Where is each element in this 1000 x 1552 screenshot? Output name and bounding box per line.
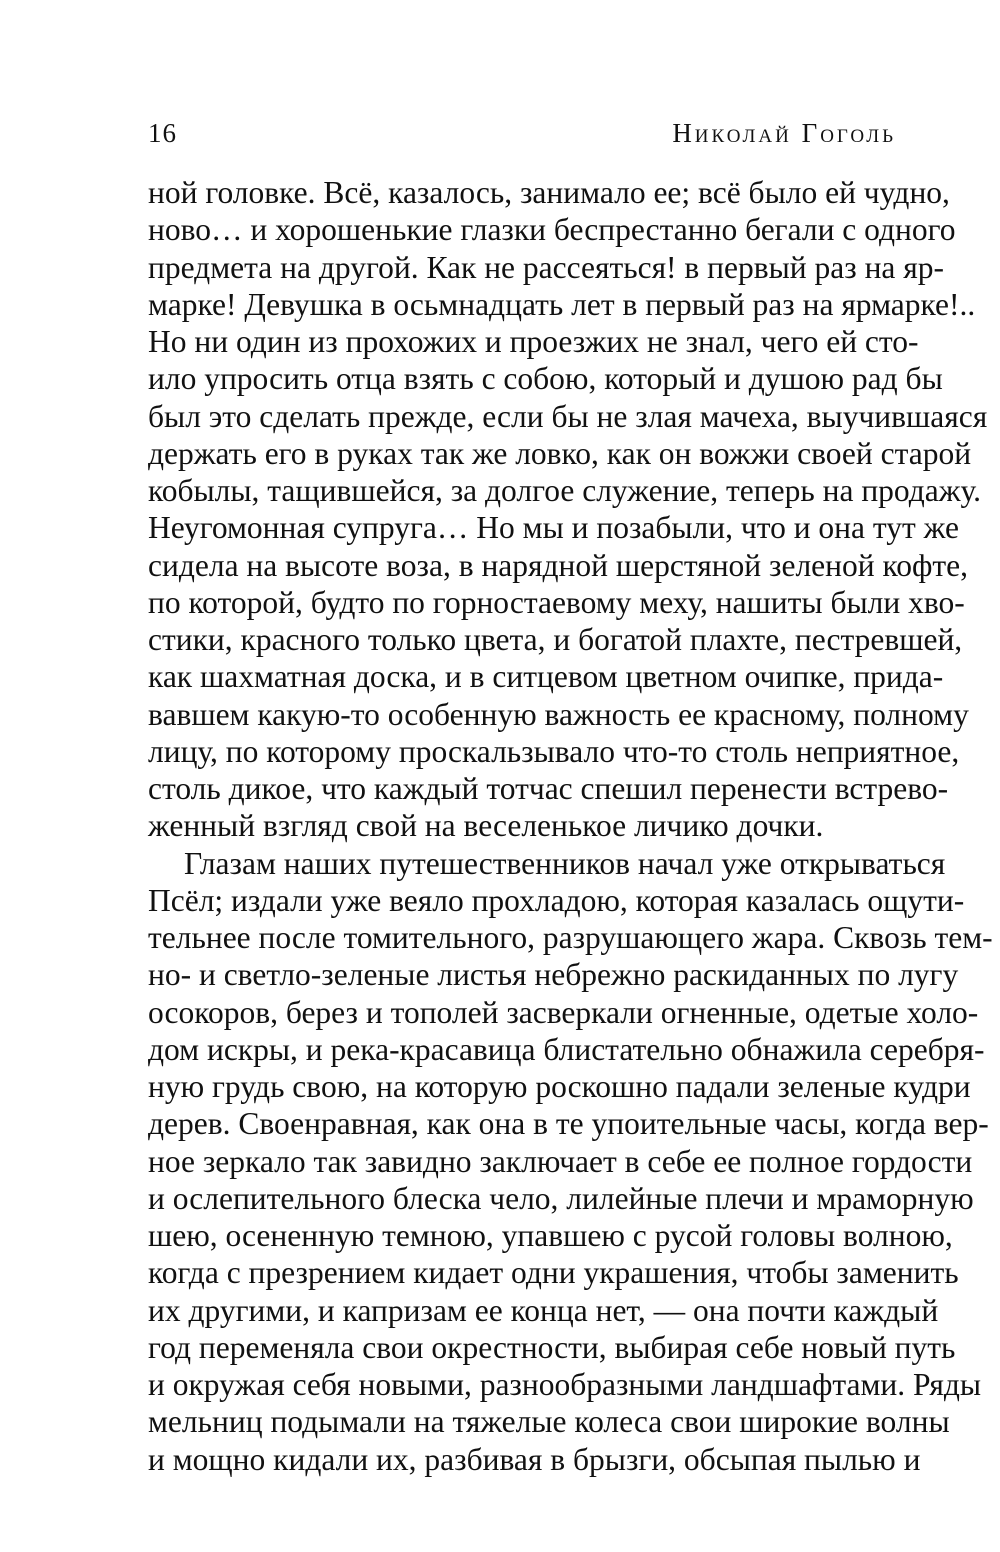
text-line: по которой, будто по горностаевому меху, нашиты были хво- (148, 584, 965, 620)
paragraph (148, 845, 993, 1478)
text-line: был это сделать прежде, если бы не злая мачеха, выучившаяся (148, 398, 988, 434)
text-line: но- и светло-зеленые листья небрежно раскиданных по лугу (148, 957, 959, 993)
text-line: Но ни один из прохожих и проезжих не знал, чего ей сто- (148, 324, 919, 359)
text-line: Неугомонная супруга… Но мы и позабыли, что и она тут же (148, 510, 959, 546)
text-line: тельнее после томительного, разрушающего жара. Сквозь тем- (148, 920, 993, 955)
text-line: столь дикое, что каждый тотчас спешил перенести встрево- (148, 771, 949, 806)
text-line: кобылы, тащившейся, за долгое служение, теперь на продажу. (148, 473, 982, 508)
text-line: стики, красного только цвета, и богатой плахте, пестревшей, (148, 622, 963, 657)
running-head: Николай Гоголь (672, 118, 896, 148)
text-line: вавшем какую-то особенную важность ее красному, полному (148, 696, 969, 732)
text-line: лицу, по которому проскальзывало что-то столь неприятное, (148, 733, 960, 769)
body-text (148, 174, 993, 1478)
text-line: и ослепительного блеска чело, лилейные плечи и мраморную (148, 1180, 974, 1216)
text-line: держать его в руках так же ловко, как он вожжи своей старой (148, 435, 972, 471)
text-line: шею, осененную темною, упавшею с русой головы волною, (148, 1218, 953, 1253)
text-line: ное зеркало так завидно заключает в себе ее полное гордости (148, 1143, 973, 1179)
text-line: дерев. Своенравная, как она в те упоительные часы, когда вер- (148, 1106, 989, 1142)
text-line: дом искры, и река-красавица блистательно обнажила серебря- (148, 1031, 985, 1067)
text-line: год переменяла свои окрестности, выбирая себе новый путь (148, 1329, 956, 1365)
text-line: сидела на высоте воза, в нарядной шерстяной зеленой кофте, (148, 547, 968, 583)
text-line: ную грудь свою, на которую роскошно падали зеленые кудри (148, 1069, 971, 1104)
text-line: как шахматная доска, и в ситцевом цветном очипке, прида- (148, 659, 944, 695)
text-line: Глазам наших путешественников начал уже открываться (184, 845, 946, 881)
text-line: предмета на другой. Как не рассеяться! в первый раз на яр- (148, 249, 945, 285)
text-line: когда с презрением кидает одни украшения, чтобы заменить (148, 1255, 959, 1291)
text-line: и мощно кидали их, разбивая в брызги, обсыпая пылью и (148, 1441, 921, 1477)
paragraph (148, 174, 988, 845)
text-line: ново… и хорошенькие глазки беспрестанно бегали с одного (148, 212, 956, 248)
text-line: ило упросить отца взять с собою, который и душою рад бы (148, 361, 943, 397)
page-header (148, 118, 896, 158)
text-line: Псёл; издали уже веяло прохладою, которая казалась ощути- (148, 882, 965, 918)
text-line: и окружая себя новыми, разнообразными ландшафтами. Ряды (148, 1367, 982, 1402)
page-number: 16 (148, 118, 177, 148)
text-line: марке! Девушка в осьмнадцать лет в первый раз на ярмарке!.. (148, 286, 976, 322)
text-line: осокоров, берез и тополей засверкали огненные, одетые холо- (148, 994, 979, 1030)
text-line: женный взгляд свой на веселенькое личико дочки. (148, 808, 824, 844)
text-line: ной головке. Всё, казалось, занимало ее; всё было ей чудно, (148, 175, 950, 210)
text-line: их другими, и капризам ее конца нет, — она почти каждый (148, 1292, 939, 1328)
text-line: мельниц подымали на тяжелые колеса свои широкие волны (148, 1404, 950, 1440)
